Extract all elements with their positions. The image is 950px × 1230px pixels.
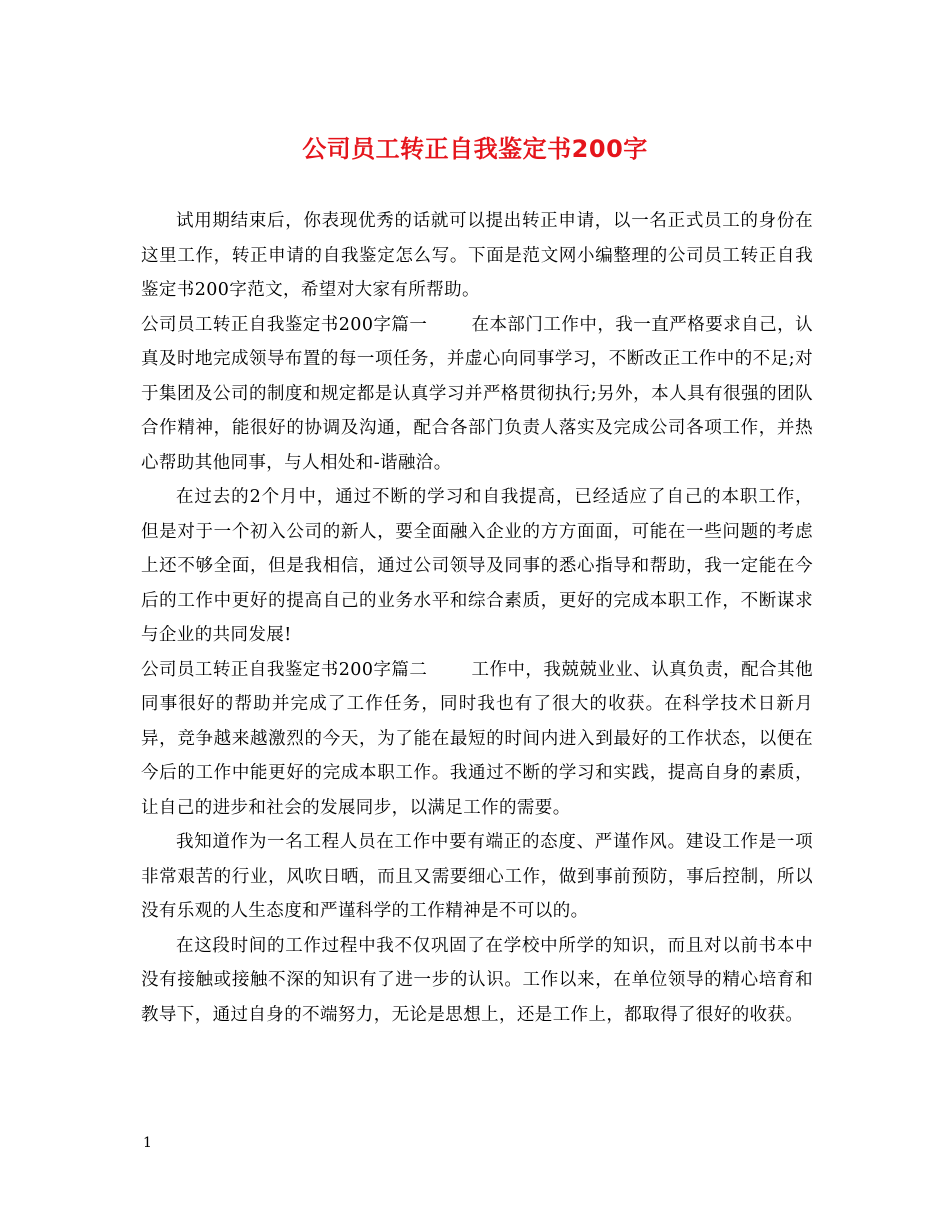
section-1-text: 在本部门工作中，我一直严格要求自己，认真及时地完成领导布置的每一项任务，并虚心向同事学习，不断改正工作中的不足;对于集团及公司的制度和规定都是认真学习并严格贯彻执行;另外，本人具有很强的团队合作精神，能很好的协调及沟通，配合各部门负责人落实及完成公司各项工作，并热心帮助其他同事，与人相处和-谐融洽。 [141, 314, 813, 473]
section-2-text: 工作中，我兢兢业业、认真负责，配合其他同事很好的帮助并完成了工作任务，同时我也有了很大的收获。在科学技术日新月异，竞争越来越激烈的今天，为了能在最短的时间内进入到最好的工作状态，以便在今后的工作中能更好的完成本职工作。我通过不断的学习和实践，提高自身的素质，让自己的进步和社会的发展同步，以满足工作的需要。 [141, 659, 813, 818]
intro-paragraph: 试用期结束后，你表现优秀的话就可以提出转正申请，以一名正式员工的身份在这里工作，转正申请的自我鉴定怎么写。下面是范文网小编整理的公司员工转正自我鉴定书200字范文，希望对大家有所帮助。 [141, 211, 813, 300]
section-1-heading: 公司员工转正自我鉴定书200字篇一 [141, 314, 428, 335]
document-title: 公司员工转正自我鉴定书200字 [302, 135, 648, 163]
section-1-paragraph [141, 308, 813, 481]
document-body [141, 204, 813, 1032]
section-2-heading: 公司员工转正自我鉴定书200字篇二 [141, 659, 428, 680]
section-1-paragraph-2: 在过去的2个月中，通过不断的学习和自我提高，已经适应了自己的本职工作，但是对于一个初入公司的新人，要全面融入企业的方方面面，可能在一些问题的考虑上还不够全面，但是我相信，通过公司领导及同事的悉心指导和帮助，我一定能在今后的工作中更好的提高自己的业务水平和综合素质，更好的完成本职工作，不断谋求与企业的共同发展! [141, 487, 813, 645]
section-2-paragraph-3: 在这段时间的工作过程中我不仅巩固了在学校中所学的知识，而且对以前书本中没有接触或接触不深的知识有了进一步的认识。工作以来，在单位领导的精心培育和教导下，通过自身的不端努力，无论是思想上，还是工作上，都取得了很好的收获。 [141, 935, 813, 1025]
section-2-paragraph-2: 我知道作为一名工程人员在工作中要有端正的态度、严谨作风。建设工作是一项非常艰苦的行业，风吹日晒，而且又需要细心工作，做到事前预防，事后控制，所以没有乐观的人生态度和严谨科学的工作精神是不可以的。 [141, 832, 813, 921]
section-2-paragraph [141, 653, 813, 826]
page-number: 1 [143, 1135, 152, 1151]
